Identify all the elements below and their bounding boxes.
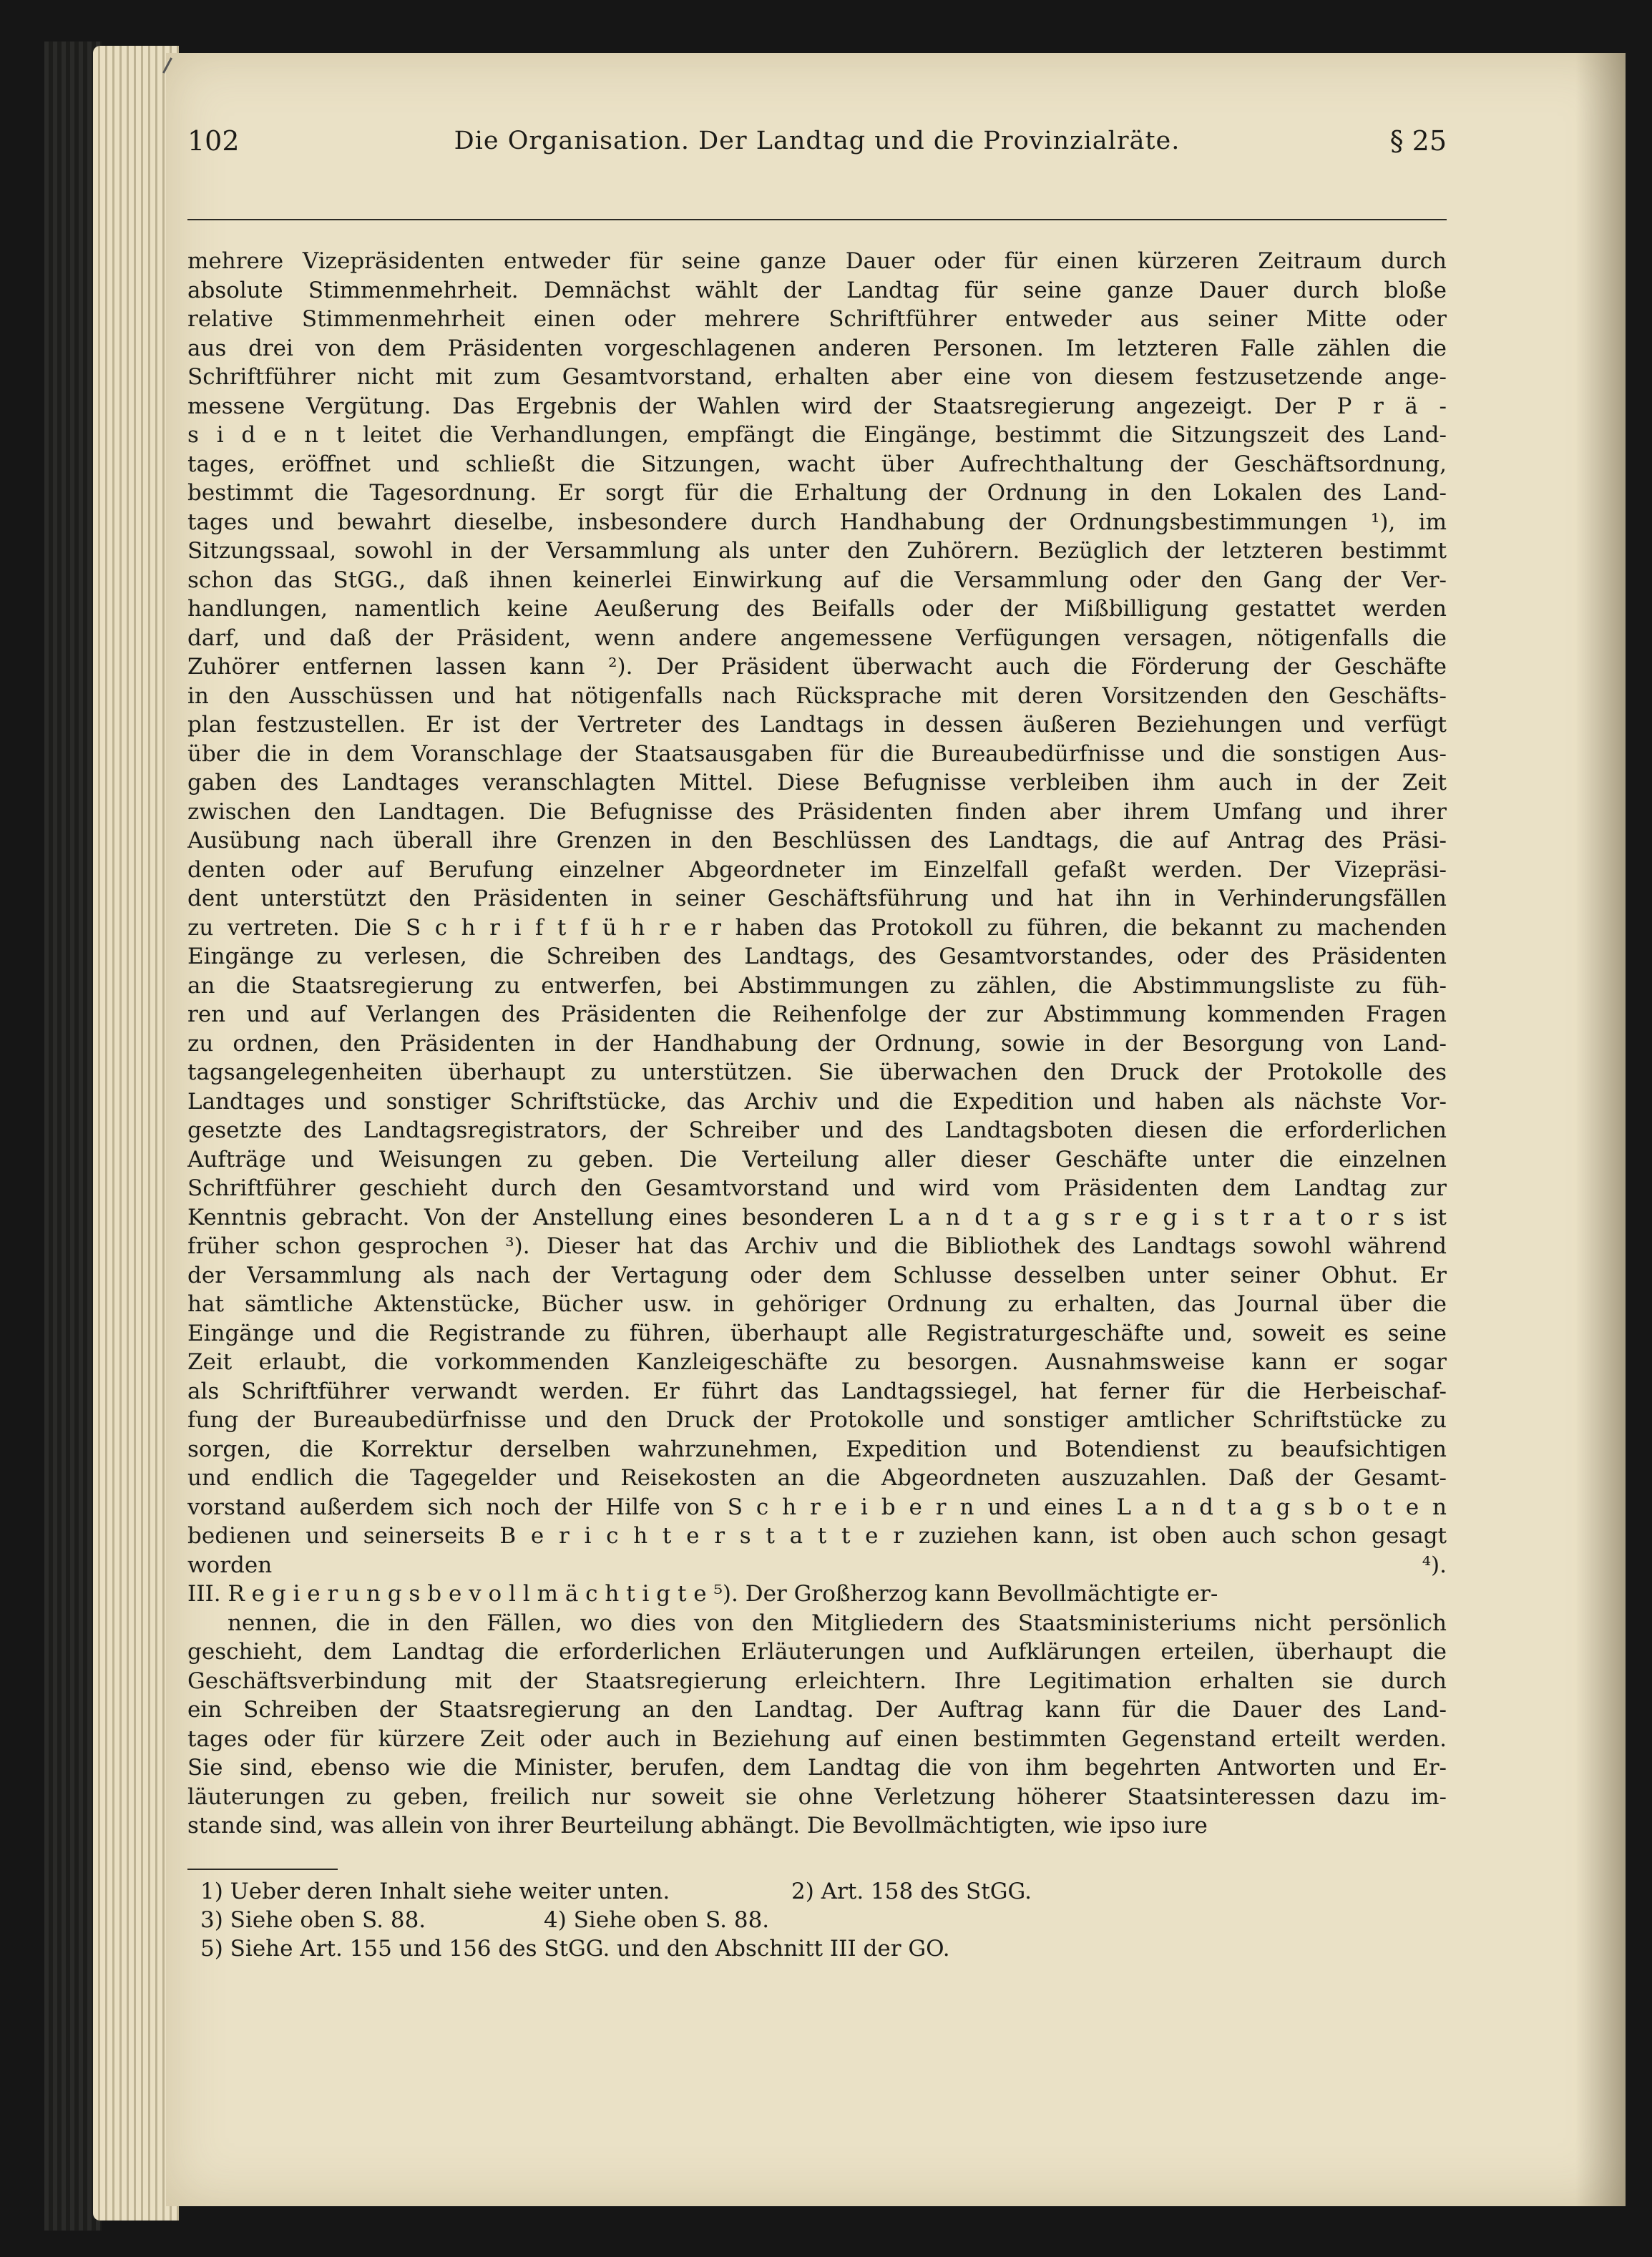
body-line: und endlich die Tagegelder und Reisekosten an die Abgeordneten auszuzahlen. Daß der Gesamt-	[187, 1465, 1447, 1491]
body-line: läuterungen zu geben, freilich nur soweit sie ohne Verletzung höherer Staatsinteressen dazu im-	[187, 1783, 1447, 1810]
body-line: aus drei von dem Präsidenten vorgeschlagenen anderen Personen. Im letzteren Falle zählen die	[187, 335, 1447, 361]
body-line: s i d e n t leitet die Verhandlungen, empfängt die Eingänge, bestimmt die Sitzungszeit des Land-	[187, 422, 1447, 448]
page-number: 102	[187, 125, 240, 157]
body-text	[187, 247, 1447, 1841]
page-header	[187, 125, 1447, 168]
body-line: tagsangelegenheiten überhaupt zu unterstützen. Sie überwachen den Druck der Protokolle des	[187, 1059, 1447, 1085]
body-line: Sitzungssaal, sowohl in der Versammlung als unter den Zuhörern. Bezüglich der letzteren bestimmt	[187, 538, 1447, 564]
body-line: Eingänge und die Registrande zu führen, überhaupt alle Registraturgeschäfte und, soweit es seine	[187, 1320, 1447, 1346]
body-line: plan festzustellen. Er ist der Vertreter des Landtags in dessen äußeren Beziehungen und verfügt	[187, 712, 1447, 738]
footnote-1: 1) Ueber deren Inhalt siehe weiter unten.	[200, 1879, 670, 1904]
body-line: der Versammlung als nach der Vertagung oder dem Schlusse desselben unter seiner Obhut. Er	[187, 1262, 1447, 1288]
body-line: tages oder für kürzere Zeit oder auch in Beziehung auf einen bestimmten Gegenstand erteilt werden.	[187, 1725, 1447, 1752]
body-line: absolute Stimmenmehrheit. Demnächst wählt der Landtag für seine ganze Dauer durch bloße	[187, 277, 1447, 303]
body-line: dent unterstützt den Präsidenten in seiner Geschäftsführung und hat ihn in Verhinderungsfällen	[187, 886, 1447, 911]
footnote-row	[200, 1906, 1345, 1934]
body-line: nennen, die in den Fällen, wo dies von den Mitgliedern des Staatsministeriums nicht persönlich	[228, 1610, 1447, 1636]
body-line: Aufträge und Weisungen zu geben. Die Verteilung aller dieser Geschäfte unter die einzelnen	[187, 1146, 1447, 1172]
body-line: Ausübung nach überall ihre Grenzen in den Beschlüssen des Landtags, die auf Antrag des Präsi-	[187, 828, 1447, 853]
body-line: zu ordnen, den Präsidenten in der Handhabung der Ordnung, sowie in der Besorgung von Land-	[187, 1030, 1447, 1057]
body-line: vorstand außerdem sich noch der Hilfe von S c h r e i b e r n und eines L a n d t a g s b o t e n	[187, 1494, 1447, 1520]
body-line: an die Staatsregierung zu entwerfen, bei Abstimmungen zu zählen, die Abstimmungsliste zu füh-	[187, 972, 1447, 999]
body-line: stande sind, was allein von ihrer Beurteilung abhängt. Die Bevollmächtigten, wie ipso iure	[187, 1813, 1208, 1839]
body-line: früher schon gesprochen ³). Dieser hat das Archiv und die Bibliothek des Landtags sowohl während	[187, 1233, 1447, 1259]
body-line: zwischen den Landtagen. Die Befugnisse des Präsidenten finden aber ihrem Umfang und ihrer	[187, 798, 1447, 825]
footnote-5: 5) Siehe Art. 155 und 156 des StGG. und den Abschnitt III der GO.	[200, 1936, 950, 1962]
body-line: fung der Bureaubedürfnisse und den Druck der Protokolle und sonstiger amtlicher Schriftstücke zu	[187, 1407, 1447, 1433]
footnote-row	[200, 1877, 1345, 1906]
body-line: Geschäftsverbindung mit der Staatsregierung erleichtern. Ihre Legitimation erhalten sie durch	[187, 1668, 1447, 1694]
body-line: Zuhörer entfernen lassen kann ²). Der Präsident überwacht auch die Förderung der Geschäfte	[187, 654, 1447, 680]
body-line: denten oder auf Berufung einzelner Abgeordneter im Einzelfall gefaßt werden. Der Vizepräsi-	[187, 856, 1447, 883]
body-line: in den Ausschüssen und hat nötigenfalls nach Rücksprache mit deren Vorsitzenden den Geschäfts-	[187, 682, 1447, 709]
body-line: zu vertreten. Die S c h r i f t f ü h r e r haben das Protokoll zu führen, die bekannt zu machenden	[187, 914, 1447, 941]
running-title: Die Organisation. Der Landtag und die Provinzialräte.	[454, 127, 1181, 155]
body-line: Landtages und sonstiger Schriftstücke, das Archiv und die Expedition und haben als nächste Vor-	[187, 1088, 1447, 1115]
body-line: darf, und daß der Präsident, wenn andere angemessene Verfügungen versagen, nötigenfalls die	[187, 625, 1447, 651]
body-line: messene Vergütung. Das Ergebnis der Wahlen wird der Staatsregierung angezeigt. Der P r ä -	[187, 393, 1447, 419]
footnote-rule	[187, 1869, 338, 1870]
body-line: Sie sind, ebenso wie die Minister, berufen, dem Landtag die von ihm begehrten Antworten und Er-	[187, 1755, 1447, 1781]
footnote-2: 2) Art. 158 des StGG.	[791, 1879, 1032, 1904]
body-line: bestimmt die Tagesordnung. Er sorgt für die Erhaltung der Ordnung in den Lokalen des Land-	[187, 480, 1447, 506]
body-line: tages und bewahrt dieselbe, insbesondere durch Handhabung der Ordnungsbestimmungen ¹), im	[187, 509, 1447, 535]
body-line: als Schriftführer verwandt werden. Er führt das Landtagssiegel, hat ferner für die Herbeischaf-	[187, 1378, 1447, 1404]
body-line: III. R e g i e r u n g s b e v o l l m ä c h t i g t e ⁵). Der Großherzog kann Bevollmächtigte er-	[187, 1581, 1218, 1607]
body-line: schon das StGG., daß ihnen keinerlei Einwirkung auf die Versammlung oder den Gang der Ver-	[187, 567, 1447, 593]
body-line: hat sämtliche Aktenstücke, Bücher usw. in gehöriger Ordnung zu erhalten, das Journal über die	[187, 1291, 1447, 1317]
body-line: Schriftführer geschieht durch den Gesamtvorstand und wird vom Präsidenten dem Landtag zur	[187, 1175, 1447, 1201]
gutter-shadow	[1575, 53, 1626, 2206]
body-line: ein Schreiben der Staatsregierung an den Landtag. Der Auftrag kann für die Dauer des Land-	[187, 1697, 1447, 1723]
body-line: sorgen, die Korrektur derselben wahrzunehmen, Expedition und Botendienst zu beaufsichtigen	[187, 1436, 1447, 1462]
body-line: gesetzte des Landtagsregistrators, der Schreiber und des Landtagsboten diesen die erforderlichen	[187, 1117, 1447, 1143]
body-line: Schriftführer nicht mit zum Gesamtvorstand, erhalten aber eine von diesem festzusetzende ange-	[187, 364, 1447, 390]
body-line: Kenntnis gebracht. Von der Anstellung eines besonderen L a n d t a g s r e g i s t r a t o r s ist	[187, 1204, 1447, 1230]
body-line: handlungen, namentlich keine Aeußerung des Beifalls oder der Mißbilligung gestattet werden	[187, 596, 1447, 622]
footnote-4: 4) Siehe oben S. 88.	[544, 1907, 770, 1933]
body-line: über die in dem Voranschlage der Staatsausgaben für die Bureaubedürfnisse und die sonstigen Aus-	[187, 740, 1447, 767]
body-line: worden ⁴).	[187, 1552, 1447, 1578]
body-line: ren und auf Verlangen des Präsidenten die Reihenfolge der zur Abstimmung kommenden Fragen	[187, 1002, 1447, 1027]
body-line: Zeit erlaubt, die vorkommenden Kanzleigeschäfte zu besorgen. Ausnahmsweise kann er sogar	[187, 1349, 1447, 1375]
body-line: tages, eröffnet und schließt die Sitzungen, wacht über Aufrechthaltung der Geschäftsordnung,	[187, 451, 1447, 477]
body-line: mehrere Vizepräsidenten entweder für seine ganze Dauer oder für einen kürzeren Zeitraum durch	[187, 248, 1447, 274]
body-line: gaben des Landtages veranschlagten Mittel. Diese Befugnisse verbleiben ihm auch in der Zeit	[187, 770, 1447, 795]
header-rule	[187, 219, 1447, 220]
footnotes	[200, 1877, 1345, 1963]
body-line: relative Stimmenmehrheit einen oder mehrere Schriftführer entweder aus seiner Mitte oder	[187, 306, 1447, 332]
section-mark: § 25	[1389, 125, 1447, 157]
body-line: bedienen und seinerseits B e r i c h t e r s t a t t e r zuziehen kann, ist oben auch schon gesagt	[187, 1523, 1447, 1549]
footnote-3: 3) Siehe oben S. 88.	[200, 1907, 426, 1933]
body-line: geschieht, dem Landtag die erforderlichen Erläuterungen und Aufklärungen erteilen, überhaupt die	[187, 1639, 1447, 1665]
footnote-row	[200, 1934, 1345, 1963]
body-line: Eingänge zu verlesen, die Schreiben des Landtags, des Gesamtvorstandes, oder des Präsidenten	[187, 944, 1447, 969]
